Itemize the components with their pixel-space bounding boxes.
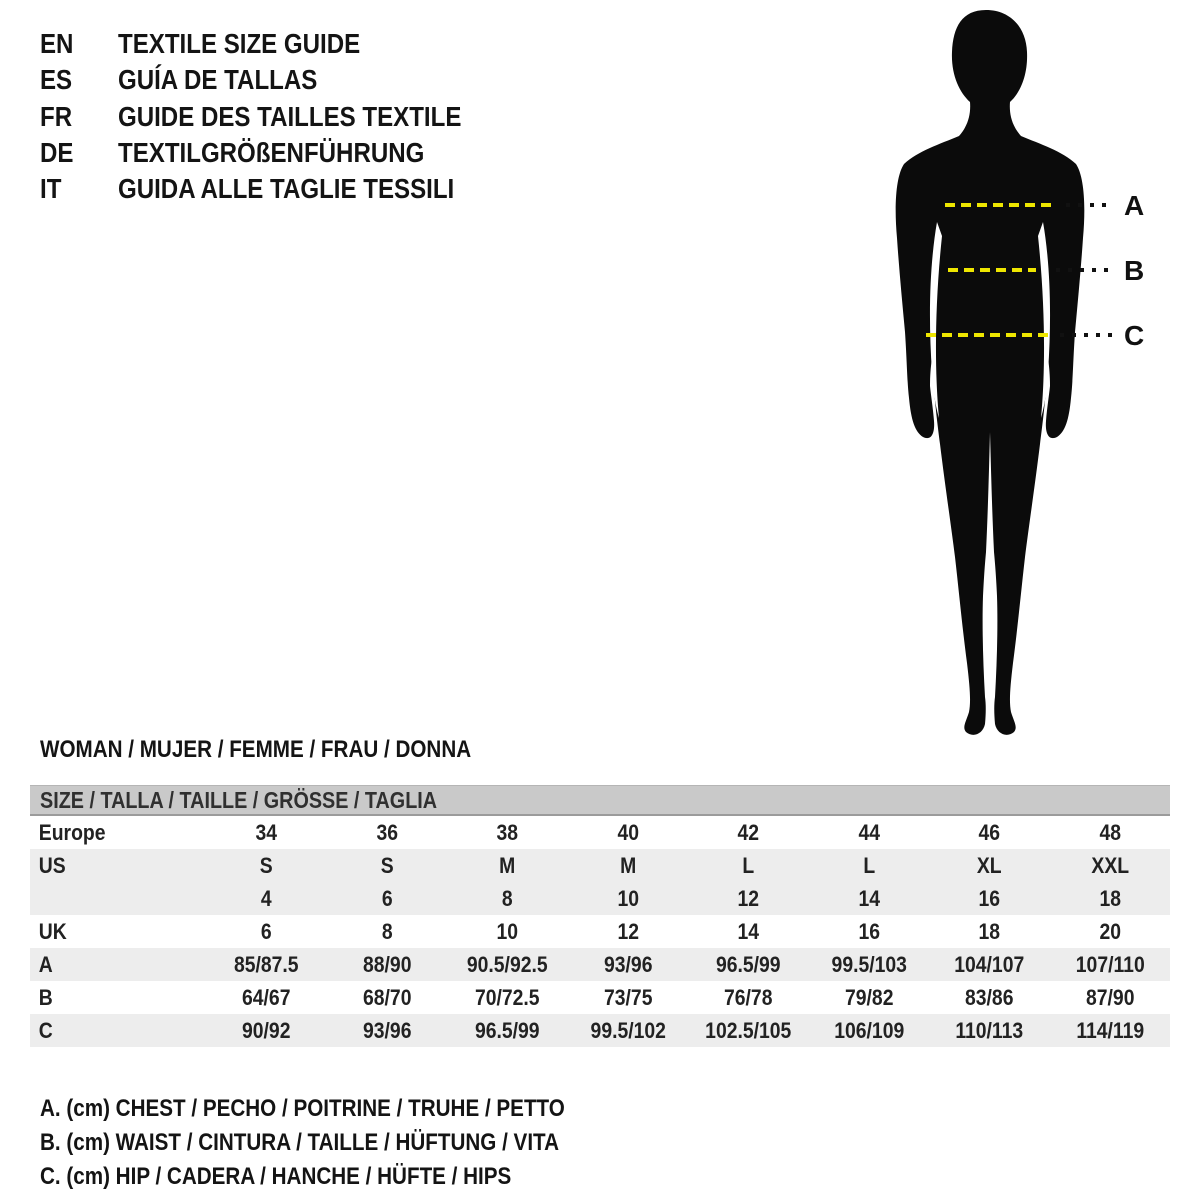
waist-line-label: B	[1124, 255, 1145, 286]
size-cell: M 10	[616, 853, 639, 911]
size-cell: 83/86	[965, 985, 1014, 1010]
size-table-section	[30, 785, 1170, 1047]
body-measurement-figure	[860, 0, 1160, 740]
size-cell: 8	[381, 919, 393, 944]
title-row-es	[40, 62, 517, 98]
size-table-header-text: SIZE / TALLA / TAILLE / GRÖSSE / TAGLIA	[40, 786, 438, 813]
size-cell: 76/78	[724, 985, 773, 1010]
language-title-block	[40, 26, 517, 207]
row-label: B	[38, 985, 53, 1010]
size-cell: 12	[616, 919, 639, 944]
size-table-header-row	[30, 786, 1170, 816]
legend-chest-text: A. (cm) CHEST / PECHO / POITRINE / TRUHE / PETTO	[40, 1095, 565, 1122]
size-cell: 99.5/102	[590, 1018, 666, 1043]
size-cell: 79/82	[844, 985, 893, 1010]
size-cell: L 14	[857, 853, 880, 911]
size-cell: 114/119	[1075, 1018, 1144, 1043]
size-cell: 73/75	[603, 985, 652, 1010]
title-row-en	[40, 26, 517, 62]
size-cell: XL 16	[976, 853, 1002, 911]
size-cell: M 8	[499, 853, 516, 911]
title-row-fr	[40, 99, 517, 135]
title-text-es: GUÍA DE TALLAS	[118, 64, 318, 96]
size-cell: 68/70	[362, 985, 411, 1010]
lang-code-it: IT	[40, 173, 62, 205]
legend-line-waist	[40, 1126, 650, 1160]
size-table	[30, 785, 1170, 1047]
size-cell: 99.5/103	[831, 952, 907, 977]
table-row	[30, 981, 1170, 1014]
title-text-de: TEXTILGRÖßENFÜHRUNG	[118, 136, 425, 168]
size-cell: 90.5/92.5	[466, 952, 548, 977]
size-cell: 96.5/99	[715, 952, 781, 977]
size-cell: 106/109	[833, 1018, 904, 1043]
size-cell: 10	[496, 919, 519, 944]
title-text-fr: GUIDE DES TAILLES TEXTILE	[118, 100, 462, 132]
lang-code-es: ES	[40, 64, 73, 96]
measurement-legend	[40, 1092, 650, 1194]
size-cell: 44	[857, 820, 880, 845]
gender-heading	[40, 736, 541, 764]
table-row	[30, 1014, 1170, 1047]
row-label: UK	[38, 919, 67, 944]
size-cell: 93/96	[362, 1018, 411, 1043]
legend-waist-text: B. (cm) WAIST / CINTURA / TAILLE / HÜFTUNG / VITA	[40, 1129, 560, 1156]
size-cell: 16	[857, 919, 880, 944]
lang-code-de: DE	[40, 136, 74, 168]
size-cell: 70/72.5	[474, 985, 540, 1010]
woman-silhouette	[896, 10, 1085, 735]
size-cell: 107/110	[1075, 952, 1145, 977]
row-label: C	[38, 1018, 53, 1043]
legend-hip-text: C. (cm) HIP / CADERA / HANCHE / HÜFTE / HIPS	[40, 1163, 512, 1190]
size-cell: S 6	[380, 853, 394, 911]
size-cell: 38	[496, 820, 519, 845]
title-row-de	[40, 135, 517, 171]
lang-code-en: EN	[40, 28, 74, 59]
lang-code-fr: FR	[40, 100, 73, 132]
row-label: Europe	[38, 820, 106, 845]
table-row	[30, 948, 1170, 981]
size-cell: 93/96	[603, 952, 652, 977]
table-row	[30, 915, 1170, 948]
size-cell: 104/107	[954, 952, 1025, 977]
size-cell: 34	[255, 820, 278, 845]
size-cell: 42	[737, 820, 760, 845]
size-cell: L 12	[737, 853, 760, 911]
table-row	[30, 815, 1170, 849]
size-table-header	[30, 786, 1170, 816]
size-cell: 20	[1098, 919, 1121, 944]
chest-line-label: A	[1124, 190, 1145, 221]
row-label: A	[38, 952, 53, 977]
size-cell: 6	[260, 919, 272, 944]
size-cell: 46	[978, 820, 1001, 845]
size-cell: 18	[978, 919, 1001, 944]
legend-line-hip	[40, 1160, 650, 1194]
size-cell: 96.5/99	[474, 1018, 540, 1043]
size-table-body	[30, 815, 1170, 1047]
size-cell: 88/90	[362, 952, 411, 977]
size-cell: 40	[616, 820, 639, 845]
size-cell: 14	[737, 919, 760, 944]
size-cell: XXL 18	[1090, 853, 1129, 911]
gender-heading-text: WOMAN / MUJER / FEMME / FRAU / DONNA	[40, 736, 472, 763]
size-cell: 87/90	[1085, 985, 1134, 1010]
row-label: US	[38, 853, 66, 878]
size-cell: 64/67	[242, 985, 291, 1010]
size-cell: 48	[1098, 820, 1121, 845]
size-cell: 110/113	[955, 1018, 1024, 1043]
hip-line-label: C	[1124, 320, 1145, 351]
title-row-it	[40, 171, 517, 207]
size-cell: 102.5/105	[705, 1018, 792, 1043]
size-cell: S 4	[259, 853, 273, 911]
size-cell: 90/92	[242, 1018, 291, 1043]
title-text-it: GUIDA ALLE TAGLIE TESSILI	[118, 173, 455, 205]
title-text-en: TEXTILE SIZE GUIDE	[118, 28, 361, 59]
legend-line-chest	[40, 1092, 650, 1126]
size-cell: 36	[375, 820, 398, 845]
table-row	[30, 849, 1170, 915]
size-cell: 85/87.5	[233, 952, 299, 977]
